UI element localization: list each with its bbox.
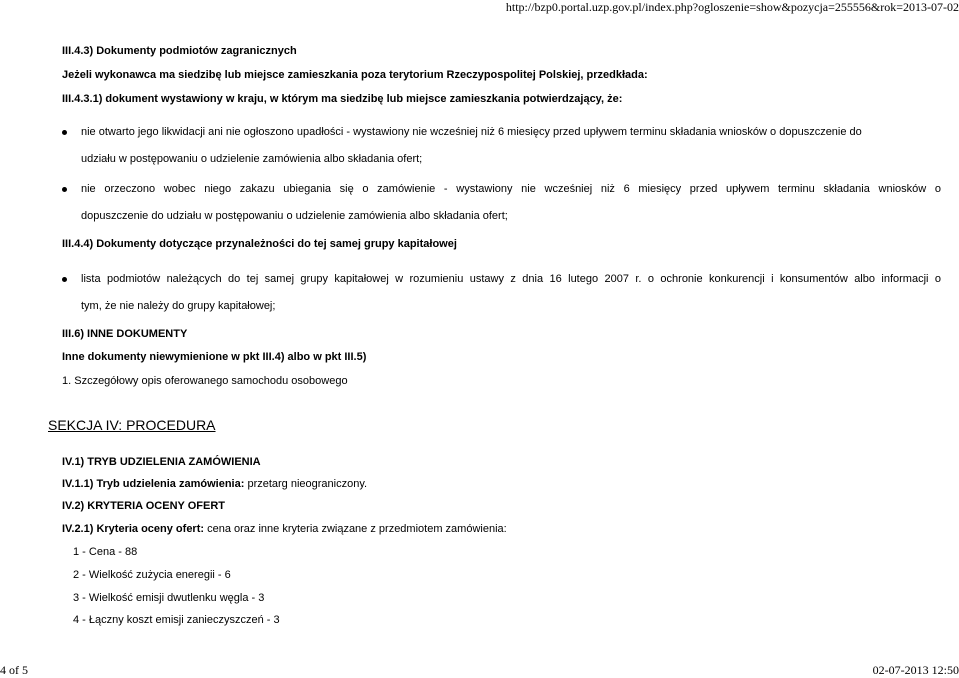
value-4-2-1: cena oraz inne kryteria związane z przedmiotem zamówienia:: [204, 523, 507, 535]
list-item-text: nie orzeczono wobec niego zakazu ubiegania się o zamówienie - wystawiony nie wcześniej niż 6 miesięcy przed upływem terminu składania wniosków o: [81, 183, 941, 195]
heading-4-1: IV.1) TRYB UDZIELENIA ZAMÓWIENIA: [62, 456, 261, 468]
subheading-3-6: Inne dokumenty niewymienione w pkt III.4) albo w pkt III.5): [62, 351, 367, 363]
value-4-1-1: przetarg nieograniczony.: [244, 478, 368, 490]
intro-3-4-3: Jeżeli wykonawca ma siedzibę lub miejsce zamieszkania poza terytorium Rzeczypospolitej Polskiej, przedkłada:: [62, 69, 648, 81]
heading-3-4-3-1: III.4.3.1) dokument wystawiony w kraju, w którym ma siedzibę lub miejsce zamieszkania potwierdzający, że:: [62, 93, 623, 105]
row-4-1-1: [62, 478, 367, 490]
list-item-text: nie otwarto jego likwidacji ani nie ogłoszono upadłości - wystawiony nie wcześniej niż 6 miesięcy przed upływem terminu składania wniosków o dopuszczenie do: [81, 126, 862, 138]
heading-3-4-3: III.4.3) Dokumenty podmiotów zagranicznych: [62, 45, 297, 57]
row-4-2-1: [62, 523, 507, 535]
page-number: 4 of 5: [0, 663, 28, 677]
list-item-text: tym, że nie należy do grupy kapitałowej;: [81, 300, 276, 312]
heading-3-6: III.6) INNE DOKUMENTY: [62, 328, 188, 340]
page-url: http://bzp0.portal.uzp.gov.pl/index.php?ogloszenie=show&pozycja=255556&rok=2013-07-02: [505, 0, 959, 14]
criteria-item: 2 - Wielkość zużycia eneregii - 6: [73, 569, 231, 581]
list-item-text: dopuszczenie do udziału w postępowaniu o udzielenie zamówienia albo składania ofert;: [81, 210, 508, 222]
criteria-item: 1 - Cena - 88: [73, 546, 138, 558]
bullet-icon: [62, 187, 67, 192]
bullet-icon: [62, 277, 67, 282]
criteria-item: 3 - Wielkość emisji dwutlenku węgla - 3: [73, 592, 265, 604]
print-datetime: 02-07-2013 12:50: [872, 663, 959, 677]
list-item-text: udziału w postępowaniu o udzielenie zamówienia albo składania ofert;: [81, 153, 423, 165]
heading-3-4-4: III.4.4) Dokumenty dotyczące przynależności do tej samej grupy kapitałowej: [62, 238, 457, 250]
bullet-icon: [62, 130, 67, 135]
criteria-item: 4 - Łączny koszt emisji zanieczyszczeń - 3: [73, 614, 280, 626]
item-3-6: 1. Szczegółowy opis oferowanego samochodu osobowego: [62, 375, 348, 387]
label-4-2-1: IV.2.1) Kryteria oceny ofert:: [62, 523, 205, 535]
heading-4-2: IV.2) KRYTERIA OCENY OFERT: [62, 500, 225, 512]
list-item-text: lista podmiotów należących do tej samej grupy kapitałowej w rozumieniu ustawy z dnia 16 lutego 2007 r. o ochronie konkurencji i konsumentów albo informacji o: [81, 273, 941, 285]
section-4-title: SEKCJA IV: PROCEDURA: [48, 417, 216, 433]
label-4-1-1: IV.1.1) Tryb udzielenia zamówienia:: [62, 478, 245, 490]
